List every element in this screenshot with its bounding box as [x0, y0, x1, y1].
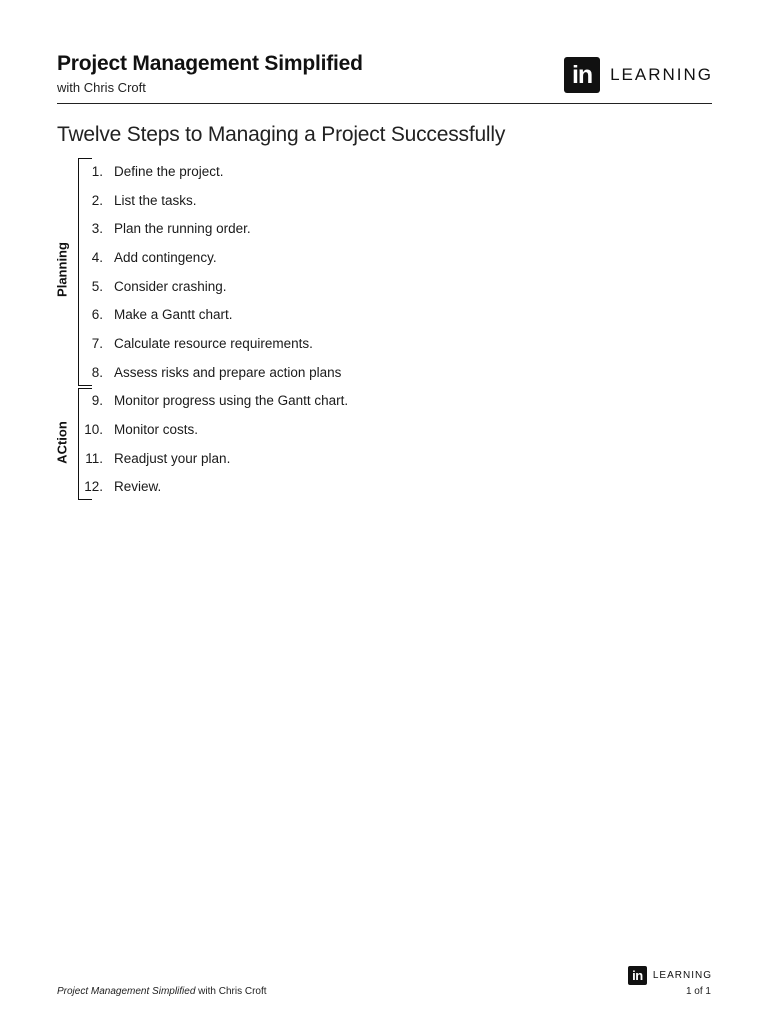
step-number: 3.: [91, 221, 103, 237]
step-item: [78, 387, 348, 416]
header-title: Project Management Simplified: [57, 52, 363, 75]
step-number: 9.: [91, 393, 103, 409]
step-number: 2.: [91, 192, 103, 208]
footer-course-title: Project Management Simplified: [57, 986, 196, 997]
linkedin-icon: in: [564, 57, 600, 93]
step-item: [78, 329, 348, 358]
step-item: [78, 272, 348, 301]
header-subtitle: with Chris Croft: [57, 80, 146, 95]
step-item: [78, 415, 348, 444]
linkedin-icon: in: [628, 966, 647, 985]
step-text: Monitor progress using the Gantt chart.: [114, 393, 349, 409]
step-item: [78, 186, 348, 215]
step-number: 4.: [91, 249, 103, 265]
step-item: [78, 300, 348, 329]
step-item: [78, 243, 348, 272]
document-title: Twelve Steps to Managing a Project Successfully: [57, 123, 506, 146]
step-item: [78, 214, 348, 243]
footer-logo: [628, 966, 712, 985]
step-number: 7.: [91, 335, 103, 351]
step-number: 5.: [91, 278, 103, 294]
step-number: 11.: [85, 450, 103, 466]
footer-logo-wordmark: LEARNING: [652, 970, 712, 981]
step-item: [78, 157, 348, 186]
phase-label-planning: Planning: [54, 242, 70, 297]
step-text: Calculate resource requirements.: [114, 335, 313, 351]
step-number: 6.: [91, 307, 103, 323]
step-number: 10.: [84, 422, 103, 438]
step-number: 12.: [84, 479, 103, 495]
step-text: List the tasks.: [114, 192, 197, 208]
step-text: Monitor costs.: [114, 422, 199, 438]
step-text: Consider crashing.: [114, 278, 227, 294]
step-number: 1.: [91, 163, 103, 179]
step-item: [78, 473, 348, 502]
footer-course-author: with Chris Croft: [195, 986, 267, 997]
step-text: Plan the running order.: [114, 221, 251, 237]
step-text: Make a Gantt chart.: [114, 307, 233, 323]
step-item: [78, 358, 348, 387]
steps-list: [78, 157, 348, 501]
step-text: Define the project.: [114, 163, 224, 179]
page-number: 1 of 1: [685, 986, 711, 997]
linkedin-learning-logo: [564, 57, 713, 93]
header-divider: [57, 103, 712, 104]
step-item: [78, 444, 348, 473]
step-number: 8.: [91, 364, 103, 380]
step-text: Add contingency.: [114, 249, 217, 265]
footer-course: [57, 986, 267, 997]
phase-label-action: ACtion: [54, 421, 70, 464]
step-text: Readjust your plan.: [114, 450, 231, 466]
step-text: Review.: [114, 479, 162, 495]
step-text: Assess risks and prepare action plans: [114, 364, 342, 380]
logo-wordmark: LEARNING: [610, 65, 713, 84]
